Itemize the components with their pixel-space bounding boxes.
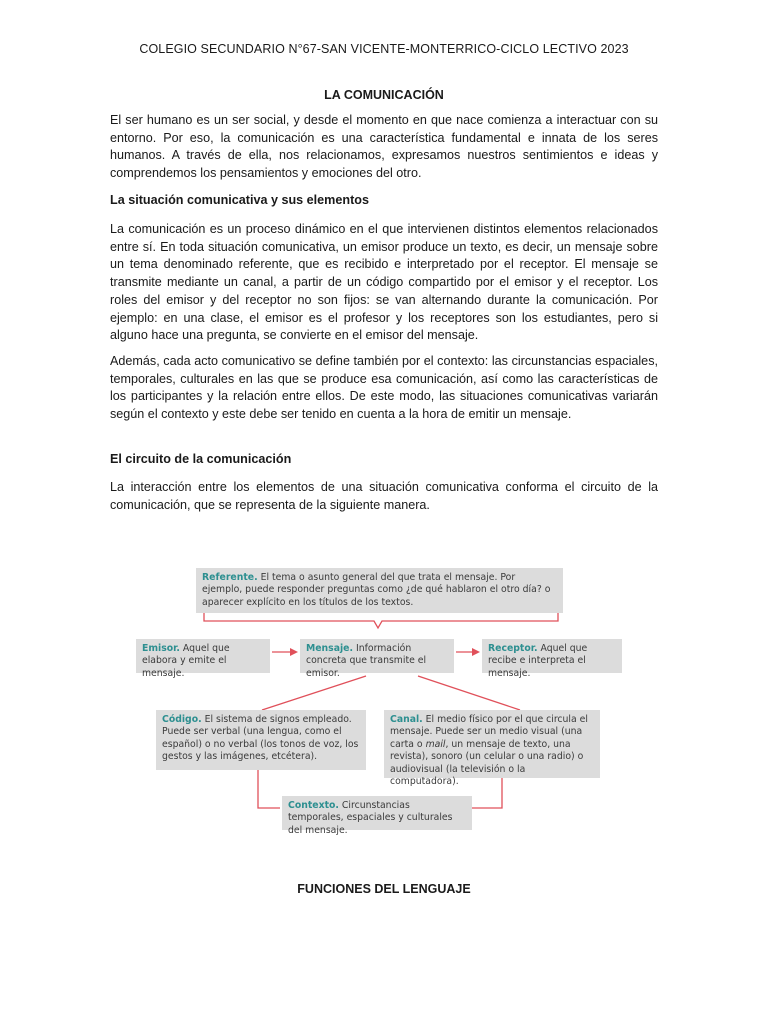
line-to-canal (418, 676, 520, 710)
referente-term: Referente. (202, 572, 258, 583)
canal-term: Canal. (390, 714, 423, 725)
circuito-paragraph: La interacción entre los elementos de una situación comunicativa conforma el circuito de la comunicación, que se representa de la siguiente manera. (110, 480, 658, 512)
referente-text: El tema o asunto general del que trata el mensaje. Por ejemplo, puede responder preguntas como ¿de qué hablaron el otro día? o aparecer explícito en los títulos de los textos. (202, 572, 551, 608)
school-header: COLEGIO SECUNDARIO N°67-SAN VICENTE-MONTERRICO-CICLO LECTIVO 2023 (139, 42, 629, 56)
canal-text-b: , un mensaje de texto, una revista), sonoro (un celular o una radio) o audiovisual (la televisión o la computadora). (390, 738, 584, 788)
codigo-contexto-connector (258, 770, 280, 808)
contexto-box (282, 796, 472, 836)
emisor-text: Aquel que elabora y emite el mensaje. (142, 643, 230, 679)
receptor-text: Aquel que recibe e interpreta el mensaje. (488, 643, 588, 679)
mensaje-box (300, 639, 454, 679)
contexto-term: Contexto. (288, 800, 339, 811)
situacion-paragraph-1: La comunicación es un proceso dinámico en el que intervienen distintos elementos relacionados entre sí. En toda situación comunicativa, un emisor produce un texto, es decir, un mensaje sobre un tema denominado referente, que es recibido e interpretado por el receptor. El mensaje se transmite mediante un canal, a partir de un código compartido por el emisor y el receptor. Los roles del emisor y del receptor no son fijos: se van alternando durante la comunicación. Por ejemplo: en una clase, el emisor es el profesor y los receptores son los estudiantes, pero si alguno hace una pregunta, se convierte en el emisor del mensaje. (110, 222, 658, 343)
canal-box (384, 710, 600, 788)
mensaje-text: Información concreta que transmite el emisor. (306, 643, 427, 679)
codigo-term: Código. (162, 714, 202, 725)
mensaje-term: Mensaje. (306, 643, 354, 654)
section-title-funciones: FUNCIONES DEL LENGUAJE (297, 882, 471, 896)
codigo-text: El sistema de signos empleado. Puede ser verbal (una lengua, como el español) o no verbal (los tonos de voz, los gestos y las imágenes, etcétera). (162, 714, 359, 763)
receptor-box (482, 639, 622, 679)
arrowhead-receptor (472, 648, 480, 656)
canal-contexto-connector (472, 778, 502, 808)
section-heading-circuito: El circuito de la comunicación (110, 452, 292, 466)
arrowhead-mensaje (290, 648, 298, 656)
referente-box (196, 568, 563, 613)
canal-text-a: El medio físico por el que circula el mensaje. Puede ser un medio visual (una carta o (390, 714, 588, 750)
codigo-box (156, 710, 366, 770)
referente-bracket (204, 613, 558, 628)
emisor-term: Emisor. (142, 643, 180, 654)
receptor-term: Receptor. (488, 643, 538, 654)
intro-paragraph: El ser humano es un ser social, y desde el momento en que nace comienza a interactuar con su entorno. Por eso, la comunicación es una característica fundamental e innata de los seres humanos. A través de ella, nos relacionamos, expresamos nuestros sentimientos e ideas y comprendemos los pensamientos y emociones del otro. (110, 113, 658, 181)
line-to-codigo (262, 676, 366, 710)
canal-text-italic: mail (425, 738, 446, 750)
contexto-text: Circunstancias temporales, espaciales y culturales del mensaje. (288, 800, 453, 836)
section-heading-situacion: La situación comunicativa y sus elementos (110, 193, 369, 207)
page-title: LA COMUNICACIÓN (324, 88, 444, 102)
situacion-paragraph-2: Además, cada acto comunicativo se define también por el contexto: las circunstancias espaciales, temporales, culturales en las que se produce esa comunicación, así como las características de los participantes y la relación entre ellos. De este modo, las situaciones comunicativas variarán según el contexto y este debe ser tenido en cuenta a la hora de emitir un mensaje. (110, 354, 658, 422)
emisor-box (136, 639, 270, 679)
